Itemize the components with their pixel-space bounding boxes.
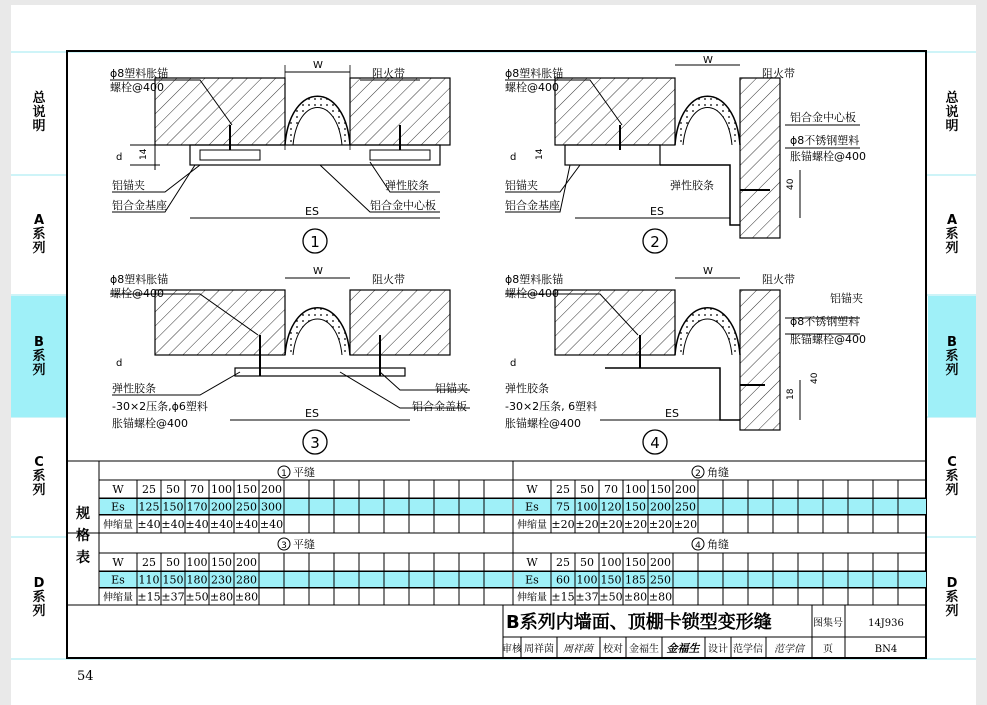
svg-text:18: 18 [786,388,796,400]
review-label: 审核 [502,644,522,655]
svg-text:ES: ES [305,407,319,420]
table-cell: ±15 [137,590,161,604]
table-cell: 25 [556,556,570,569]
table-cell: 200 [236,556,257,569]
table-cell: 150 [600,573,622,587]
table-row-header: W [526,483,538,496]
detail-1 [110,60,450,253]
table-cell: ±40 [209,518,234,531]
checker-signature: 金福生 [666,642,700,655]
tab-general-right[interactable]: 总 说 明 [945,91,959,134]
svg-text:铝合金盖板: 铝合金盖板 [412,400,467,413]
table-cell: ±40 [137,518,161,531]
label-clip: 铝锚夹 [112,179,145,192]
spec-label-2: 格 [76,528,90,544]
concrete-left [155,78,285,145]
table-cell: ±80 [623,590,648,604]
svg-text:d: d [510,358,517,369]
tab-d-series-right[interactable]: D 系 列 [945,576,959,619]
table-cell: 150 [211,556,232,569]
svg-text:-30×2压条,ϕ6塑料: -30×2压条,ϕ6塑料 [112,400,208,413]
table-cell: 70 [604,483,618,496]
table-cell: ±50 [185,590,209,604]
svg-text:ES: ES [650,205,664,218]
table-cell: 125 [138,500,160,514]
svg-text:4: 4 [650,434,660,452]
svg-text:弹性胶条: 弹性胶条 [112,382,156,395]
label-w: W [313,60,323,71]
table-cell: 300 [261,500,282,514]
tab-d-series[interactable]: D 系 列 [32,576,46,619]
aluminum-base [190,145,440,165]
table-cell: 180 [186,573,208,587]
svg-text:阻火带: 阻火带 [372,273,405,286]
t1-title: 平缝 [293,466,315,479]
svg-text:2: 2 [695,469,701,479]
spec-label-1: 规 [76,506,90,522]
label-fire-band: 阻火带 [372,67,405,80]
detail-2 [505,55,866,253]
label-bolt: 螺栓@400 [110,81,164,94]
table-cell: 200 [650,500,671,514]
table-cell: ±40 [234,518,259,531]
table-cell: 25 [142,483,156,496]
svg-text:螺栓@400: 螺栓@400 [505,81,559,94]
table-cell: 50 [166,556,180,569]
table-cell: 120 [600,500,622,514]
svg-text:铝锚夹: 铝锚夹 [435,382,468,395]
detail-3 [110,266,470,454]
tab-c-series[interactable]: C 系 列 [32,455,46,498]
design-label: 设计 [708,644,728,655]
svg-text:W: W [313,266,323,277]
table-row-header: 伸缩量 [103,592,133,604]
svg-text:螺栓@400: 螺栓@400 [505,287,559,300]
svg-text:d: d [116,358,123,369]
tab-b-series-right[interactable]: B 系 列 [945,335,959,378]
table-cell: 100 [576,500,598,514]
t2-title: 角缝 [707,466,729,479]
table-cell: 110 [138,573,160,587]
tab-b-series[interactable]: B 系 列 [32,335,46,378]
table-cell: ±20 [551,518,575,531]
tab-general[interactable]: 总 说 明 [32,91,46,134]
label-es: ES [305,205,319,218]
table-row-header: 伸缩量 [517,592,547,604]
page-label: 页 [823,644,833,655]
table-cell: 150 [650,483,671,496]
label-base: 铝合金基座 [112,199,167,212]
table-cell: 50 [580,483,594,496]
table-cell: 100 [186,556,208,569]
table-cell: ±80 [648,590,673,604]
svg-text:阻火带: 阻火带 [762,67,795,80]
svg-text:4: 4 [695,541,701,551]
svg-text:3: 3 [281,541,287,551]
table-row-header: Es [111,500,125,514]
drawing-title: B系列内墙面、顶棚卡锁型变形缝 [506,612,772,633]
table-cell: 100 [625,483,646,496]
table-cell: ±37 [161,590,185,604]
table-row-header: Es [525,500,539,514]
table-cell: 25 [142,556,156,569]
table-cell: ±20 [623,518,648,531]
reviewer-name: 周祥茵 [524,644,554,655]
table-row-header: Es [525,573,539,587]
designer-name: 范学信 [733,644,763,655]
table-cell: 230 [211,573,232,587]
t3-title: 平缝 [293,538,315,551]
svg-text:铝合金基座: 铝合金基座 [505,199,560,212]
table-cell: 25 [556,483,570,496]
table-cell: 100 [211,483,232,496]
svg-text:胀锚螺栓@400: 胀锚螺栓@400 [790,333,866,346]
table-cell: 100 [576,573,598,587]
table-cell: 150 [625,500,646,514]
check-label: 校对 [603,644,623,655]
table-cell: ±40 [185,518,209,531]
sheet-number: BN4 [874,644,898,655]
svg-text:螺栓@400: 螺栓@400 [110,287,164,300]
table-cell: 250 [650,573,671,587]
tab-c-series-right[interactable]: C 系 列 [945,455,959,498]
svg-text:W: W [703,55,713,66]
table-cell: ±15 [551,590,575,604]
svg-text:d: d [510,152,517,163]
svg-text:铝锚夹: 铝锚夹 [505,179,538,192]
svg-text:ϕ8塑料胀锚: ϕ8塑料胀锚 [110,273,169,286]
table-cell: 75 [556,500,570,514]
table-row-header: W [526,556,538,569]
svg-text:W: W [703,266,713,277]
table-row-header: 伸缩量 [103,520,133,531]
svg-text:1: 1 [281,469,287,479]
table-cell: ±20 [575,518,599,531]
svg-text:ES: ES [665,407,679,420]
svg-text:1: 1 [310,233,320,251]
atlas-label: 图集号 [813,618,843,629]
tab-a-series-right[interactable]: A 系 列 [945,213,959,256]
spec-label-3: 表 [76,550,90,566]
label-anchor: ϕ8塑料胀锚 [110,67,169,80]
svg-text:胀锚螺栓@400: 胀锚螺栓@400 [505,417,581,430]
svg-text:ϕ8塑料胀锚: ϕ8塑料胀锚 [505,67,564,80]
svg-text:阻火带: 阻火带 [762,273,795,286]
table-cell: 150 [236,483,257,496]
table-cell: ±50 [599,590,623,604]
table-cell: 70 [190,483,204,496]
table-cell: 280 [236,573,257,587]
table-row-header: W [112,483,124,496]
table-cell: ±40 [161,518,185,531]
tab-a-series[interactable]: A 系 列 [32,213,46,256]
table-cell: 60 [556,573,570,587]
t4-title: 角缝 [707,538,729,551]
table-row-header: Es [111,573,125,587]
title-block [502,605,927,659]
table-cell: 200 [675,483,696,496]
table-cell: 200 [261,483,282,496]
atlas-number: 14J936 [868,618,904,629]
label-rubber: 弹性胶条 [385,179,429,192]
table-cell: 50 [580,556,594,569]
table-cell: 150 [162,500,184,514]
table-cell: 100 [600,556,622,569]
svg-text:40: 40 [786,178,796,190]
table-cell: 185 [625,573,646,587]
table-cell: 250 [236,500,257,514]
table-cell: ±20 [599,518,623,531]
svg-text:ϕ8不锈钢塑料: ϕ8不锈钢塑料 [790,315,860,328]
side-wall [740,78,780,238]
svg-text:-30×2压条, 6塑料: -30×2压条, 6塑料 [505,400,598,413]
label-14: 14 [139,148,149,160]
svg-text:2: 2 [650,233,660,251]
designer-signature: 范学信 [774,644,804,655]
svg-text:铝合金中心板: 铝合金中心板 [790,111,856,124]
table-cell: 50 [166,483,180,496]
table-cell: ±80 [234,590,259,604]
svg-text:ϕ8不锈钢塑料: ϕ8不锈钢塑料 [790,134,860,147]
page-number: 54 [77,669,94,684]
svg-text:胀锚螺栓@400: 胀锚螺栓@400 [112,417,188,430]
svg-text:弹性胶条: 弹性胶条 [670,179,714,192]
svg-text:14: 14 [535,148,545,160]
table-cell: ±20 [673,518,698,531]
table-cell: 200 [650,556,671,569]
table-cell: 150 [162,573,184,587]
table-row-header: 伸缩量 [517,520,547,531]
table-cell: ±37 [575,590,599,604]
spec-table [66,461,927,605]
detail-4 [505,266,866,454]
svg-text:弹性胶条: 弹性胶条 [505,382,549,395]
svg-text:3: 3 [310,434,320,452]
svg-text:胀锚螺栓@400: 胀锚螺栓@400 [790,150,866,163]
table-cell: 250 [675,500,696,514]
label-d: d [116,152,123,163]
table-cell: 170 [186,500,208,514]
table-cell: 150 [625,556,646,569]
table-row-header: W [112,556,124,569]
svg-text:ϕ8塑料胀锚: ϕ8塑料胀锚 [505,273,564,286]
checker-name: 金福生 [629,644,659,655]
reviewer-signature: 周祥茵 [563,644,593,655]
svg-text:40: 40 [810,372,820,384]
table-cell: ±20 [648,518,673,531]
table-cell: 200 [211,500,232,514]
label-center-plate: 铝合金中心板 [370,199,436,212]
table-cell: ±80 [209,590,234,604]
svg-text:铝锚夹: 铝锚夹 [830,292,863,305]
table-cell: ±40 [259,518,284,531]
